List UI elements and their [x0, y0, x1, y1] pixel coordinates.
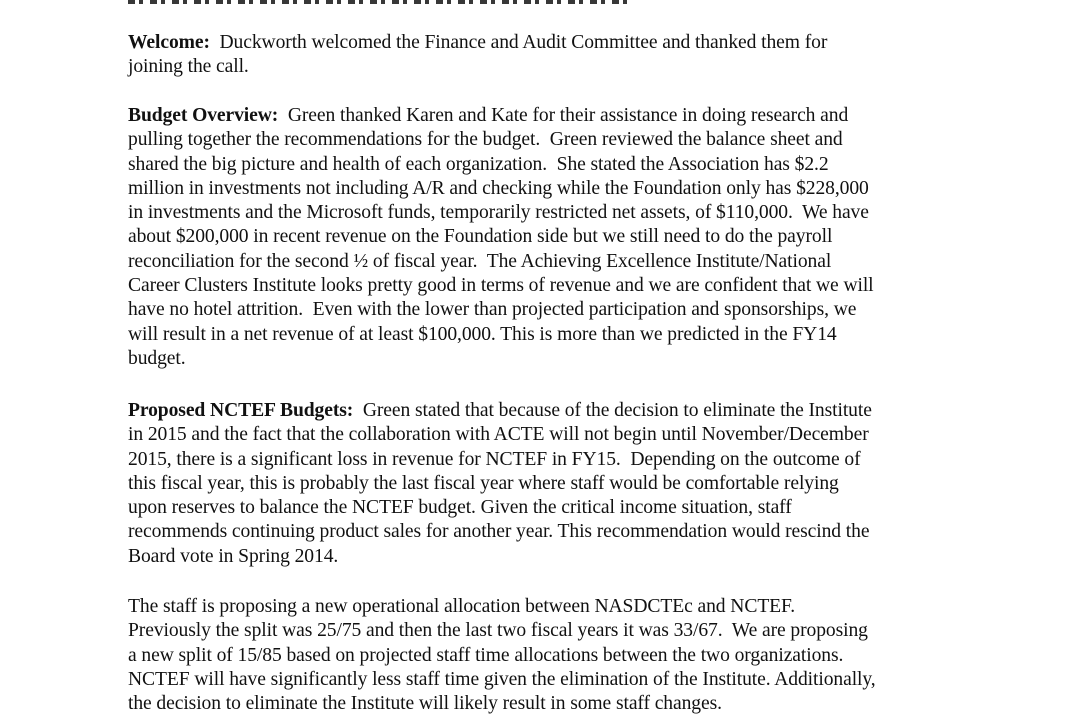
welcome-label: Welcome:	[128, 32, 210, 53]
budget-overview-line-10: will result in a net revenue of at least $100,000. This is more than we predicted in the FY14	[128, 323, 837, 345]
budget-overview-line-11: budget.	[128, 347, 186, 369]
proposed-nctef-line-3: 2015, there is a significant loss in revenue for NCTEF in FY15. Depending on the outcome of	[128, 448, 861, 470]
clipped-previous-line	[128, 0, 728, 4]
welcome-paragraph	[128, 31, 968, 80]
staff-proposal-line-2: Previously the split was 25/75 and then the last two fiscal years it was 33/67. We are proposing	[128, 620, 868, 642]
budget-overview-line-1	[128, 104, 968, 128]
proposed-nctef-line-7: Board vote in Spring 2014.	[128, 545, 339, 567]
clipped-text-fragment	[128, 0, 628, 4]
proposed-nctef-line-5: upon reserves to balance the NCTEF budget. Given the critical income situation, staff	[128, 497, 792, 519]
budget-overview-line-3: shared the big picture and health of each organization. She stated the Association has $2.2	[128, 153, 829, 175]
proposed-nctef-line-6: recommends continuing product sales for another year. This recommendation would rescind the	[128, 521, 870, 543]
proposed-nctef-line-4: this fiscal year, this is probably the last fiscal year where staff would be comfortable relying	[128, 472, 839, 494]
budget-overview-line-8: Career Clusters Institute looks pretty good in terms of revenue and we are confident that we will	[128, 275, 874, 297]
budget-overview-text-1: Green thanked Karen and Kate for their assistance in doing research and	[278, 105, 849, 126]
budget-overview-line-4: million in investments not including A/R and checking while the Foundation only has $228,000	[128, 177, 869, 199]
staff-proposal-line-3: a new split of 15/85 based on projected staff time allocations between the two organizations.	[128, 644, 844, 666]
proposed-nctef-line-1	[128, 399, 968, 423]
budget-overview-line-7: reconciliation for the second ½ of fiscal year. The Achieving Excellence Institute/National	[128, 250, 832, 272]
welcome-line-2: joining the call.	[128, 56, 249, 78]
proposed-nctef-text-1: Green stated that because of the decision to eliminate the Institute	[353, 400, 872, 421]
staff-proposal-paragraph	[128, 595, 968, 716]
budget-overview-line-5: in investments and the Microsoft funds, temporarily restricted net assets, of $110,000. We have	[128, 202, 869, 224]
proposed-nctef-label: Proposed NCTEF Budgets:	[128, 400, 354, 421]
budget-overview-line-6: about $200,000 in recent revenue on the Foundation side but we still need to do the payroll	[128, 226, 833, 248]
budget-overview-paragraph	[128, 104, 968, 371]
welcome-line-1	[128, 31, 968, 55]
proposed-nctef-paragraph	[128, 399, 968, 569]
proposed-nctef-line-2: in 2015 and the fact that the collaboration with ACTE will not begin until November/December	[128, 424, 869, 446]
staff-proposal-line-4: NCTEF will have significantly less staff time given the elimination of the Institute. Additionally,	[128, 668, 876, 690]
budget-overview-line-9: have no hotel attrition. Even with the lower than projected participation and sponsorships, we	[128, 299, 857, 321]
budget-overview-label: Budget Overview:	[128, 105, 279, 126]
staff-proposal-line-5: the decision to eliminate the Institute will likely result in some staff changes.	[128, 693, 722, 715]
budget-overview-line-2: pulling together the recommendations for the budget. Green reviewed the balance sheet and	[128, 129, 843, 151]
welcome-text-1: Duckworth welcomed the Finance and Audit Committee and thanked them for	[209, 32, 828, 53]
staff-proposal-line-1: The staff is proposing a new operational allocation between NASDCTEc and NCTEF.	[128, 596, 796, 617]
